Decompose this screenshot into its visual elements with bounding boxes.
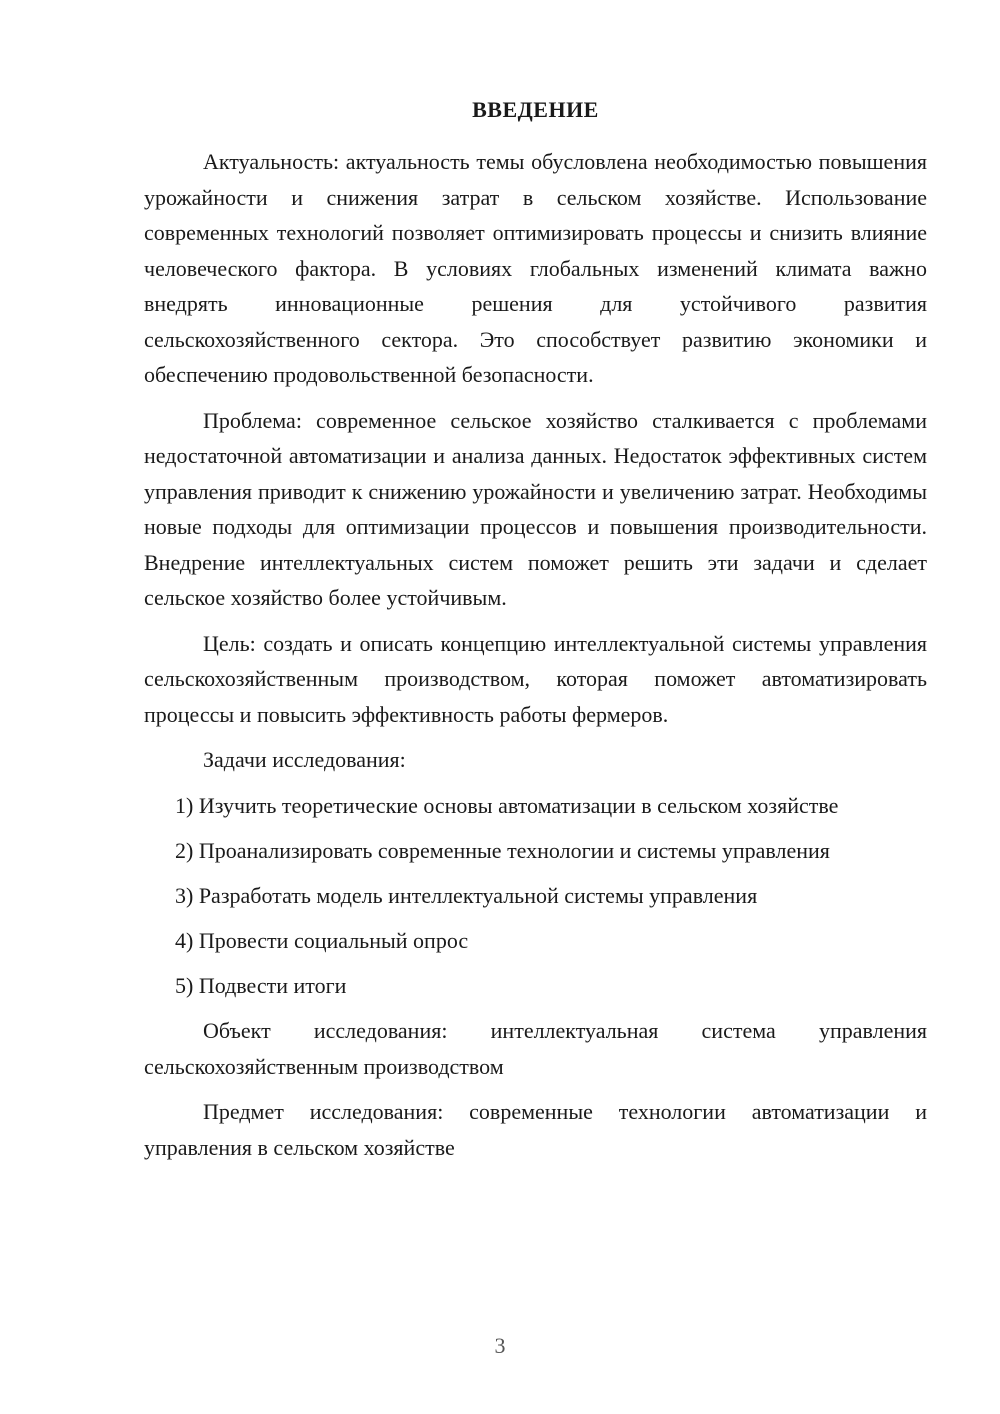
tasks-heading: Задачи исследования: xyxy=(203,747,406,772)
task-item: 1) Изучить теоретические основы автоматизации в сельском хозяйстве xyxy=(175,792,839,818)
page-title: ВВЕДЕНИЕ xyxy=(472,97,599,122)
paragraph-problem: Проблема: современное сельское хозяйство сталкивается с проблемами недостаточной автоматизации и анализа данных. Недостаток эффективных систем управления приводит к снижению урожайности и увеличению затрат. Необходимы новые подходы для оптимизации процессов и повышения производительности. Внедрение интеллектуальных систем поможет решить эти задачи и сделает сельское хозяйство более устойчивым. xyxy=(144,407,927,610)
paragraph-relevance: Актуальность: актуальность темы обусловлена необходимостью повышения урожайности и снижения затрат в сельском хозяйстве. Использование современных технологий позволяет оптимизировать процессы и снизить влияние человеческого фактора. В условиях глобальных изменений климата важно внедрять инновационные решения для устойчивого развития сельскохозяйственного сектора. Это способствует развитию экономики и обеспечению продовольственной безопасности. xyxy=(144,149,927,387)
task-item: 4) Провести социальный опрос xyxy=(175,927,469,953)
paragraph-goal: Цель: создать и описать концепцию интеллектуальной системы управления сельскохозяйственным производством, которая поможет автоматизировать процессы и повысить эффективность работы фермеров. xyxy=(144,630,927,727)
paragraph-object: Объект исследования: интеллектуальная система управления сельскохозяйственным производством xyxy=(144,1018,927,1079)
page-number: 3 xyxy=(494,1333,506,1358)
task-item: 2) Проанализировать современные технологии и системы управления xyxy=(175,837,830,863)
tasks-list xyxy=(144,788,927,1004)
task-item: 3) Разработать модель интеллектуальной системы управления xyxy=(175,882,758,908)
task-item: 5) Подвести итоги xyxy=(175,972,347,998)
document-page xyxy=(144,96,927,1175)
paragraph-subject: Предмет исследования: современные технологии автоматизации и управления в сельском хозяйстве xyxy=(144,1099,927,1160)
